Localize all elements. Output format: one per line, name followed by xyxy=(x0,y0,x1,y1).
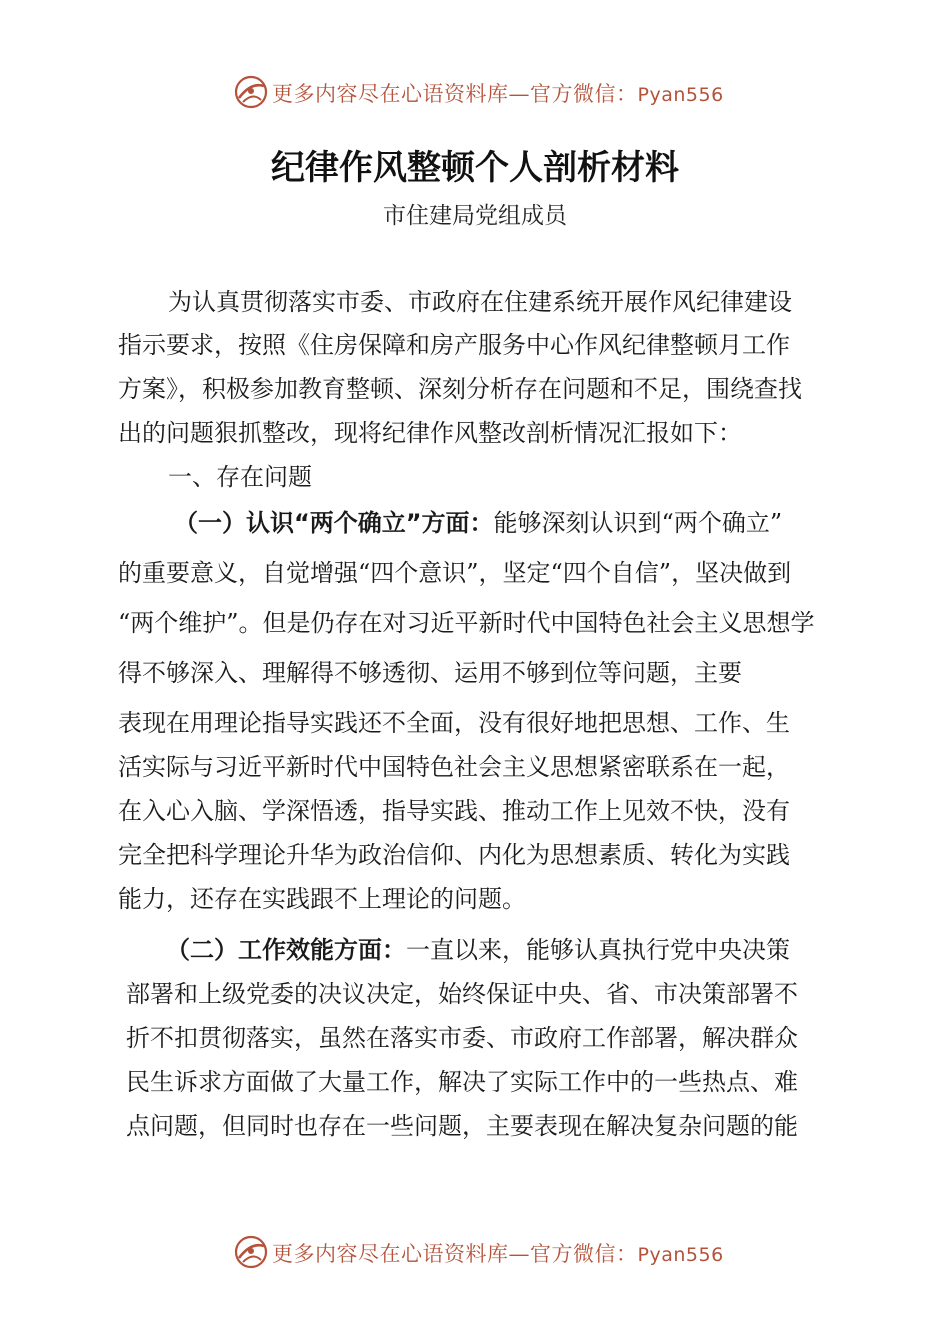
intro-line: 为认真贯彻落实市委、市政府在住建系统开展作风纪律建设 xyxy=(168,288,792,316)
part1-first-line xyxy=(174,503,782,538)
part1-line: 在入心入脑、学深悟透，指导实践、推动工作上见效不快，没有 xyxy=(118,797,790,825)
part2-line: 民生诉求方面做了大量工作，解决了实际工作中的一些热点、难 xyxy=(126,1068,798,1096)
watermark-cn-text: 更多内容尽在心语资料库—官方微信： xyxy=(272,1242,638,1266)
watermark-wechat-id: Pyan556 xyxy=(637,84,724,106)
part2-line: 点问题，但同时也存在一些问题，主要表现在解决复杂问题的能 xyxy=(126,1112,798,1140)
intro-line: 方案》，积极参加教育整顿、深刻分析存在问题和不足，围绕查找 xyxy=(118,375,802,403)
part2-line: 折不扣贯彻落实，虽然在落实市委、市政府工作部署，解决群众 xyxy=(126,1024,798,1052)
part1-first-line-text: 能够深刻认识到“两个确立” xyxy=(493,509,783,537)
part2-line: 部署和上级党委的决议决定，始终保证中央、省、市决策部署不 xyxy=(126,980,798,1008)
watermark-banner-top xyxy=(0,72,950,112)
document-subtitle: 市住建局党组成员 xyxy=(383,203,567,229)
watermark-text xyxy=(272,78,724,108)
watermark-wechat-id: Pyan556 xyxy=(637,1244,724,1266)
part1-line: 得不够深入、理解得不够透彻、运用不够到位等问题，主要 xyxy=(118,659,742,687)
part1-line: 表现在用理论指导实践还不全面，没有很好地把思想、工作、生 xyxy=(118,709,790,737)
section-heading: 一、存在问题 xyxy=(168,463,312,491)
document-title: 纪律作风整顿个人剖析材料 xyxy=(271,148,679,188)
watermark-text xyxy=(272,1238,724,1268)
part1-line: 能力，还存在实践跟不上理论的问题。 xyxy=(118,885,526,913)
part1-line: 活实际与习近平新时代中国特色社会主义思想紧密联系在一起， xyxy=(118,753,790,781)
part2-heading: （二）工作效能方面： xyxy=(166,936,406,964)
seal-logo-icon xyxy=(233,74,269,110)
intro-line: 出的问题狠抓整改，现将纪律作风整改剖析情况汇报如下： xyxy=(118,419,742,447)
part1-line: 的重要意义，自觉增强“四个意识”，坚定“四个自信”，坚决做到 xyxy=(118,559,792,587)
watermark-banner-bottom xyxy=(0,1232,950,1272)
part1-line: “两个维护”。但是仍存在对习近平新时代中国特色社会主义思想学 xyxy=(118,609,815,637)
part2-first-line xyxy=(166,930,790,965)
part1-heading: （一）认识“两个确立”方面： xyxy=(174,509,494,537)
intro-line: 指示要求，按照《住房保障和房产服务中心作风纪律整顿月工作 xyxy=(118,331,790,359)
part1-line: 完全把科学理论升华为政治信仰、内化为思想素质、转化为实践 xyxy=(118,841,790,869)
watermark-cn-text: 更多内容尽在心语资料库—官方微信： xyxy=(272,82,638,106)
seal-logo-icon xyxy=(233,1234,269,1270)
part2-first-line-text: 一直以来，能够认真执行党中央决策 xyxy=(406,936,790,964)
